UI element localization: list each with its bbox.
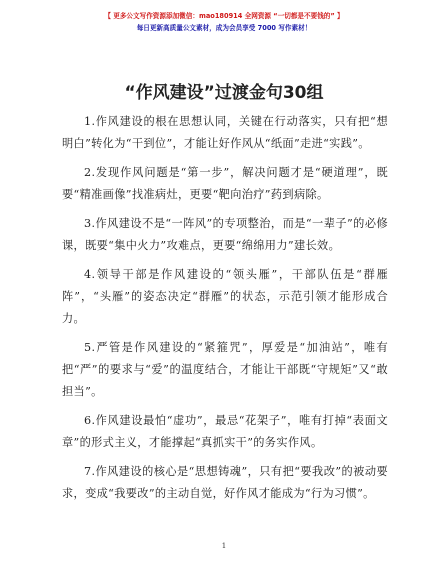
paragraph-3: 3.作风建设不是“一阵风”的专项整治，而是“一辈子”的必修课，既要“集中火力”攻难点，更要“绵绵用力”建长效。 (62, 217, 388, 252)
promo-line-1: 【 更多公文写作资源添加微信：mao180914 全网资源 “一切都是不要钱的” 】 (104, 12, 344, 20)
paragraph-6: 6.作风建设最怕“虚功”，最忌“花架子”，唯有打掉“表面文章”的形式主义，才能撑起“真抓实干”的务实作风。 (62, 414, 388, 449)
paragraph-1: 1.作风建设的根在思想认同，关键在行动落实，只有把“想明白”转化为“干到位”，才能让好作风从“纸面”走进“实践”。 (62, 115, 388, 150)
page-number: 1 (221, 542, 227, 550)
promo-banner (0, 10, 448, 34)
document-title: “作风建设”过渡金句30组 (124, 83, 324, 103)
paragraph-2: 2.发现作风问题是“第一步”，解决问题才是“硬道理”，既要“精准画像”找准病灶，更要“靶向治疗”药到病除。 (62, 166, 388, 201)
promo-line-2: 每日更新高质量公文素材，成为会员享受 7000 写作素材！ (136, 24, 312, 32)
paragraph-7: 7.作风建设的核心是“思想铸魂”，只有把“要我改”的被动要求，变成“我要改”的主动自觉，好作风才能成为“行为习惯”。 (62, 465, 388, 500)
paragraph-4: 4.领导干部是作风建设的“领头雁”，干部队伍是“群雁阵”，“头雁”的姿态决定“群雁”的状态，示范引领才能形成合力。 (62, 268, 388, 325)
document-body (62, 111, 388, 512)
paragraph-5: 5.严管是作风建设的“紧箍咒”，厚爱是“加油站”，唯有把“严”的要求与“爱”的温度结合，才能让干部既“守规矩”又“敢担当”。 (62, 341, 388, 398)
